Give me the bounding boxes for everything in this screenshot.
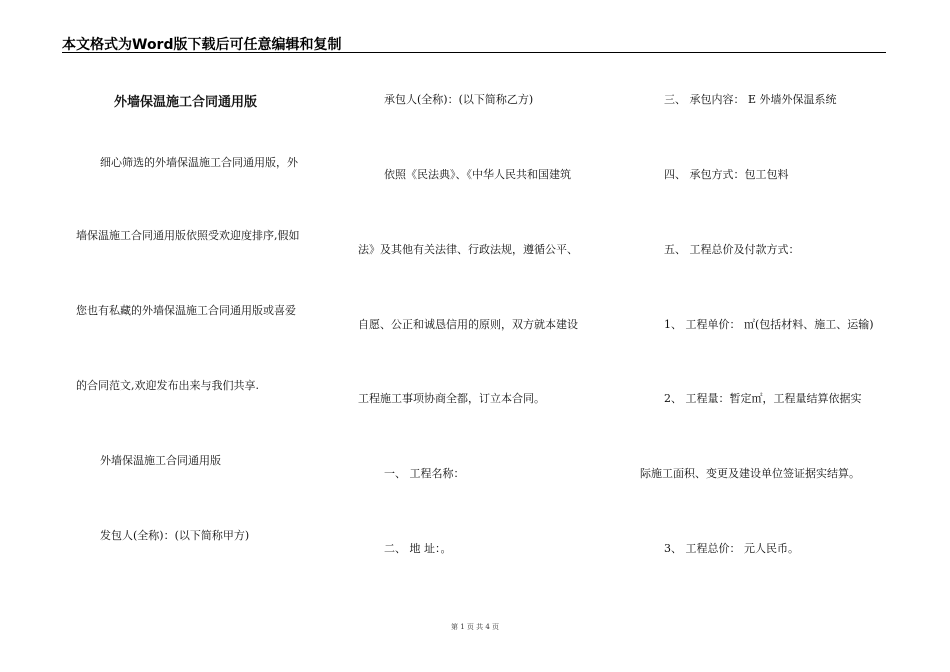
column2-line-3: 法》及其他有关法律、行政法规，遵循公平、 xyxy=(358,243,578,256)
column2-line-2: 依照《民法典》、《中华人民共和国建筑 xyxy=(384,168,571,181)
page-number: 第 1 页 共 4 页 xyxy=(450,623,500,631)
column3-line-5: 2、 工程量：暂定㎡，工程量结算依据实 xyxy=(664,392,862,405)
column3-line-6: 际施工面积、变更及建设单位签证据实结算。 xyxy=(640,467,860,480)
column2-line-6: 一、 工程名称： xyxy=(384,467,465,480)
column1-line-1: 细心筛选的外墙保温施工合同通用版，外 xyxy=(100,156,298,169)
column1-line-6: 发包人(全称)：(以下简称甲方) xyxy=(100,529,250,542)
column2-line-7: 二、 地 址：。 xyxy=(384,542,452,555)
column3-line-7: 3、 工程总价： 元人民币。 xyxy=(664,542,799,555)
column1-line-3: 您也有私藏的外墙保温施工合同通用版或喜爱 xyxy=(76,304,296,317)
header-divider xyxy=(62,52,886,53)
document-header: 本文格式为Word版下载后可任意编辑和复制 xyxy=(62,37,342,53)
column1-line-2: 墙保温施工合同通用版依照受欢迎度排序,假如 xyxy=(76,229,300,242)
column1-line-4: 的合同范文,欢迎发布出来与我们共享. xyxy=(76,379,259,392)
column2-line-1: 承包人(全称)：(以下简称乙方) xyxy=(384,93,534,106)
column3-line-3: 五、 工程总价及付款方式： xyxy=(664,243,800,256)
document-title: 外墙保温施工合同通用版 xyxy=(114,95,258,110)
column1-line-5: 外墙保温施工合同通用版 xyxy=(100,454,221,467)
column3-line-4: 1、 工程单价： ㎡(包括材料、施工、运输) xyxy=(664,318,874,331)
column2-line-5: 工程施工事项协商全都，订立本合同。 xyxy=(358,392,545,405)
column2-line-4: 自愿、公正和诚恳信用的原则，双方就本建设 xyxy=(358,318,578,331)
column3-line-1: 三、 承包内容： E 外墙外保温系统 xyxy=(664,93,837,106)
column3-line-2: 四、 承包方式：包工包料 xyxy=(664,168,789,181)
